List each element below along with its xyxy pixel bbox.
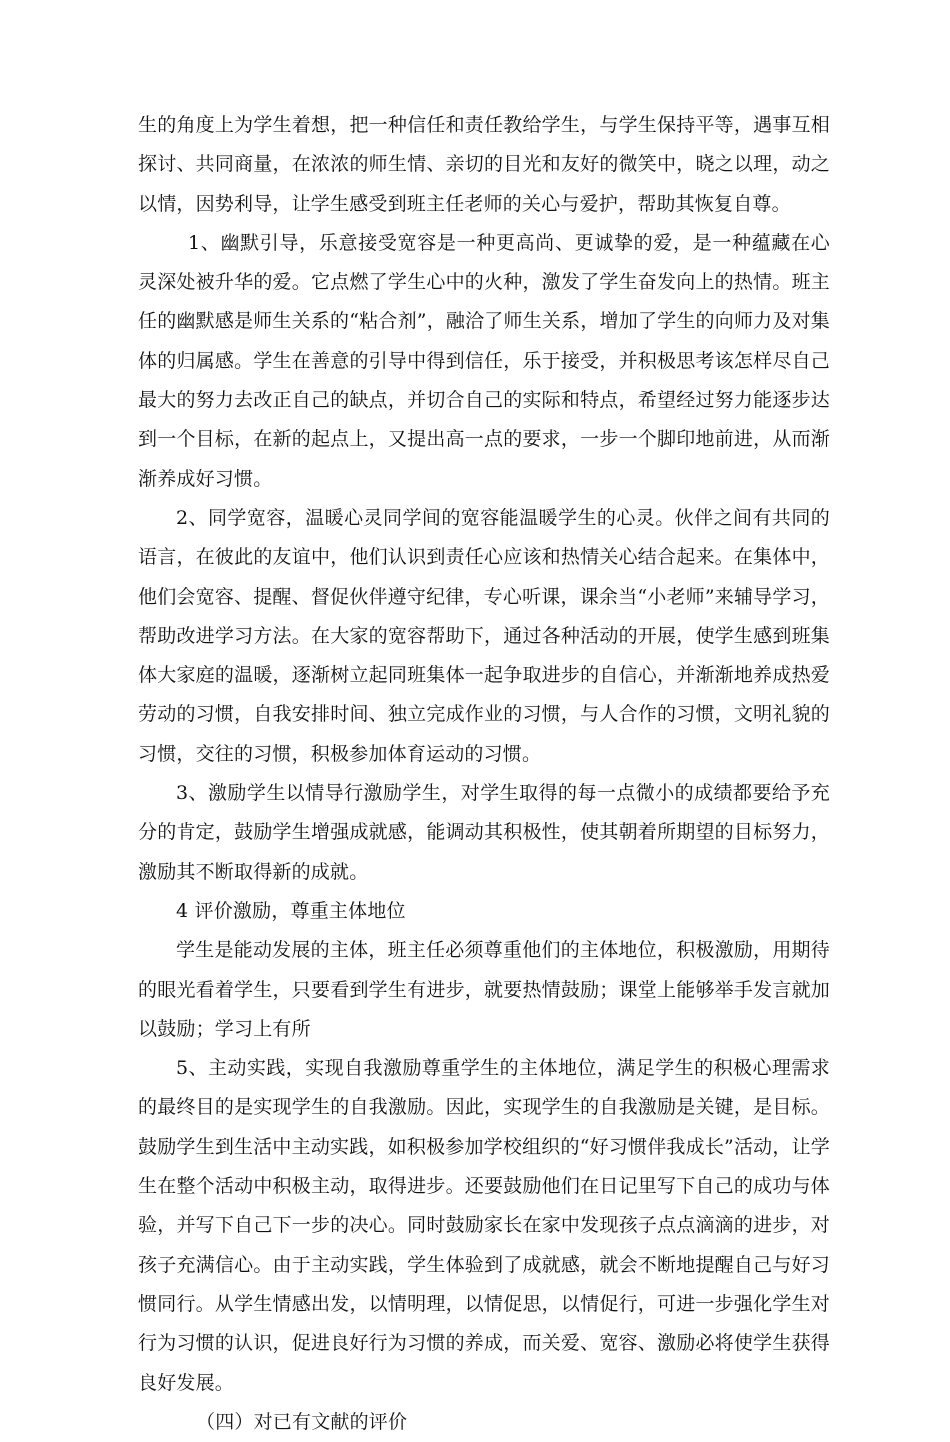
paragraph-motivate-students: 3、激励学生以情导行激励学生，对学生取得的每一点微小的成绩都要给予充分的肯定，鼓励学生增强成就感，能调动其积极性，使其朝着所期望的目标努力，激励其不断取得新的成就。 bbox=[138, 782, 830, 883]
paragraph-active-practice: 5、主动实践，实现自我激励尊重学生的主体地位，满足学生的积极心理需求的最终目的是实现学生的自我激励。因此，实现学生的自我激励是关键，是目标。鼓励学生到生活中主动实践，如积极参加学校组织的“好习惯伴我成长”活动，让学生在整个活动中积极主动，取得进步。还要鼓励他们在日记里写下自己的成功与体验，并写下自己下一步的决心。同时鼓励家长在家中发现孩子点点滴滴的进步，对孩子充满信心。由于主动实践，学生体验到了成就感，就会不断地提醒自己与好习惯同行。从学生情感出发，以情明理，以情促思，以情促行，可进一步强化学生对行为习惯的认识，促进良好行为习惯的养成，而关爱、宽容、激励必将使学生获得良好发展。 bbox=[138, 1057, 830, 1394]
document-body bbox=[138, 106, 830, 1442]
paragraph-continuation: 生的角度上为学生着想，把一种信任和责任教给学生，与学生保持平等，遇事互相探讨、共同商量，在浓浓的师生情、亲切的目光和友好的微笑中，晓之以理，动之以情，因势利导，让学生感受到班主任老师的关心与爱护，帮助其恢复自尊。 bbox=[138, 114, 830, 215]
paragraph-evaluation-heading: 4 评价激励，尊重主体地位 bbox=[176, 899, 406, 922]
paragraph-student-subject: 学生是能动发展的主体，班主任必须尊重他们的主体地位，积极激励，用期待的眼光看着学生，只要看到学生有进步，就要热情鼓励；课堂上能够举手发言就加以鼓励；学习上有所 bbox=[138, 939, 830, 1040]
paragraph-humor-guidance: 1、幽默引导，乐意接受宽容是一种更高尚、更诚挚的爱，是一种蕴藏在心灵深处被升华的爱。它点燃了学生心中的火种，激发了学生奋发向上的热情。班主任的幽默感是师生关系的“粘合剂”，融洽了师生关系，增加了学生的向师力及对集体的归属感。学生在善意的引导中得到信任，乐于接受，并积极思考该怎样尽自己最大的努力去改正自己的缺点，并切合自己的实际和特点，希望经过努力能逐步达到一个目标，在新的起点上，又提出高一点的要求，一步一个脚印地前进，从而渐渐养成好习惯。 bbox=[138, 231, 830, 490]
paragraph-classmate-tolerance: 2、同学宽容，温暖心灵同学间的宽容能温暖学生的心灵。伙伴之间有共同的语言，在彼此的友谊中，他们认识到责任心应该和热情关心结合起来。在集体中，他们会宽容、提醒、督促伙伴遵守纪律，专心听课，课余当“小老师”来辅导学习，帮助改进学习方法。在大家的宽容帮助下，通过各种活动的开展，使学生感到班集体大家庭的温暖，逐渐树立起同班集体一起争取进步的自信心，并渐渐地养成热爱劳动的习惯，自我安排时间、独立完成作业的习惯，与人合作的习惯，文明礼貌的习惯，交往的习惯，积极参加体育运动的习惯。 bbox=[138, 506, 830, 765]
section-heading-literature-review: （四）对已有文献的评价 bbox=[196, 1410, 408, 1433]
